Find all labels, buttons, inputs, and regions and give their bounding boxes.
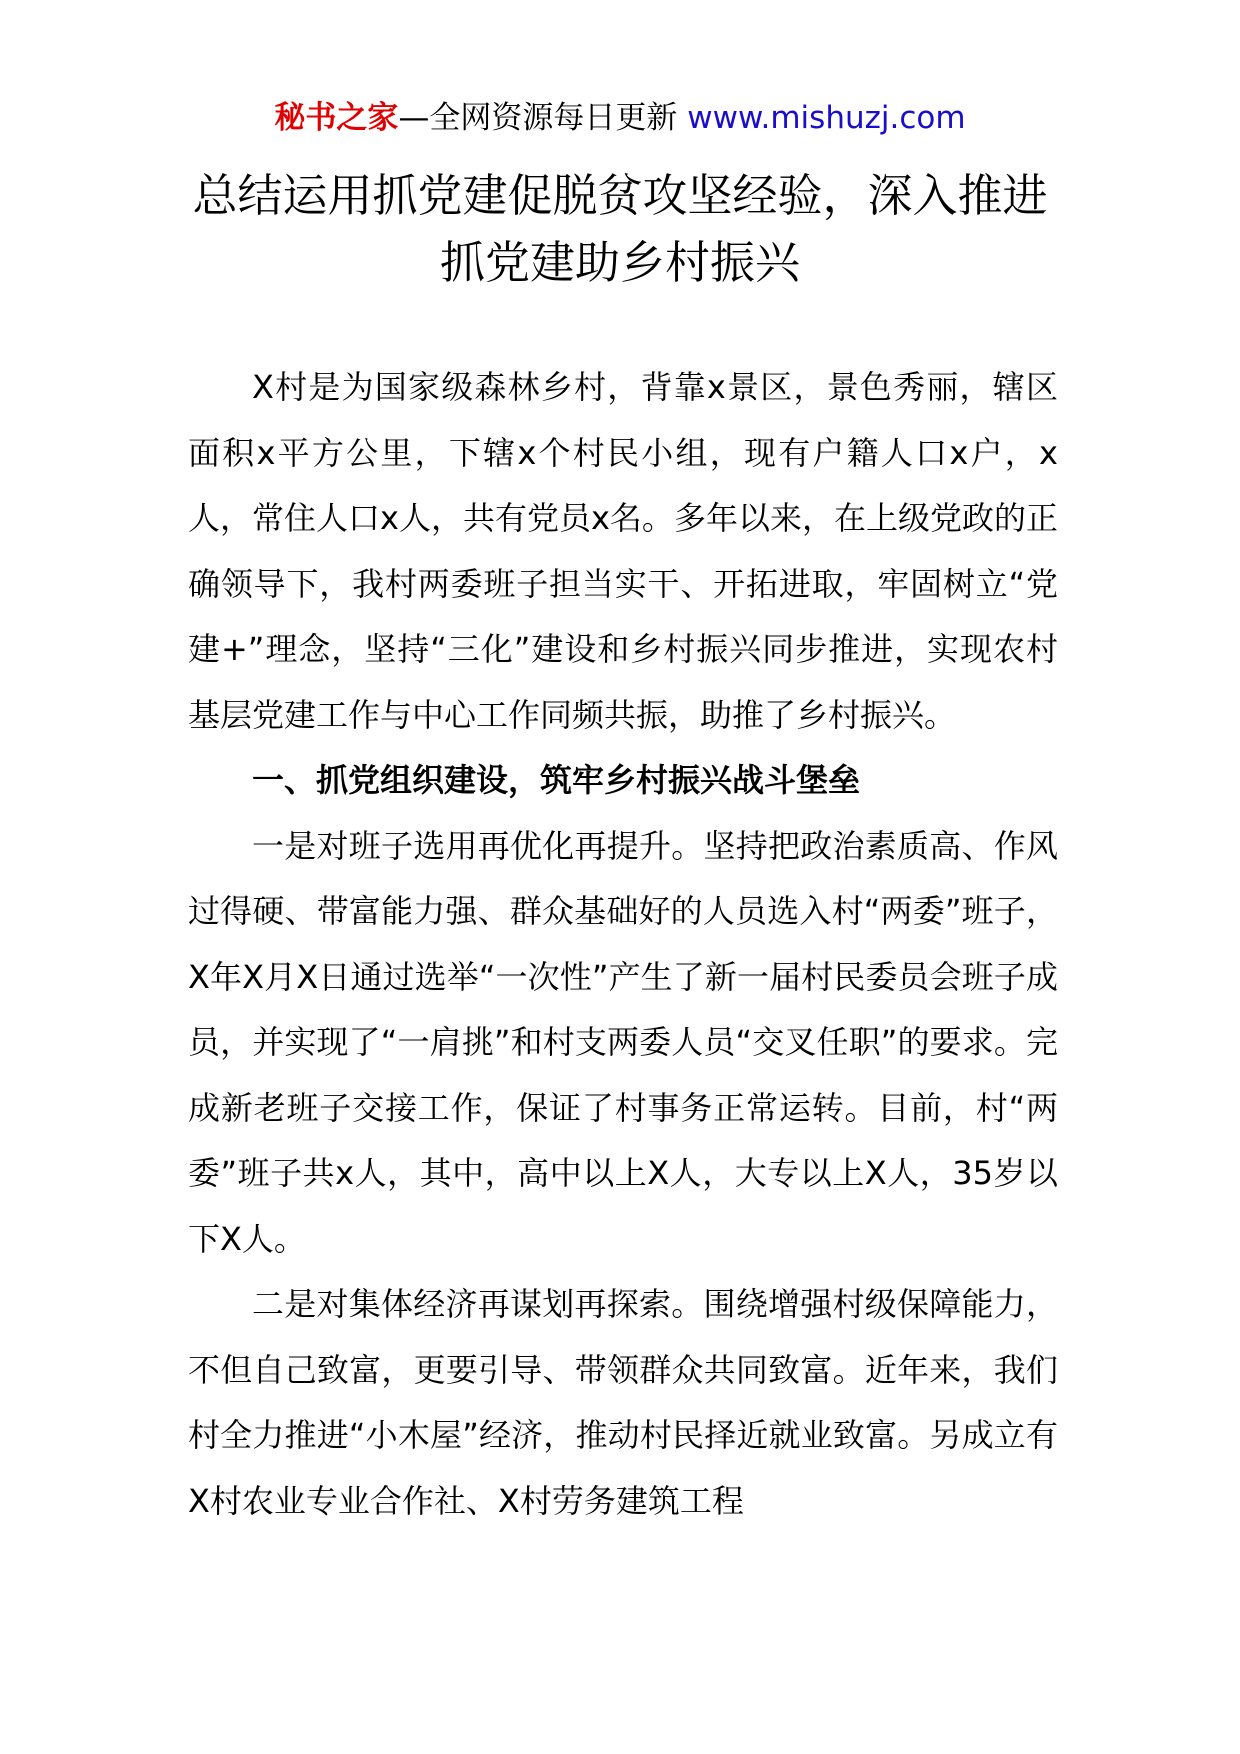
section-1-paragraph-2: 二是对集体经济再谋划再探索。围绕增强村级保障能力，不但自己致富，更要引导、带领群众共同致富。近年来，我们村全力推进“小木屋”经济，推动村民择近就业致富。另成立有X村农业专业合作社、X村劳务建筑工程 — [188, 1285, 1058, 1520]
document-title-line-1: 总结运用抓党建促脱贫攻坚经验，深入推进 — [192, 169, 1048, 222]
site-banner — [0, 98, 1240, 138]
document-title — [0, 162, 1240, 296]
section-heading-1: 一、抓党组织建设，筑牢乡村振兴战斗堡垒 — [252, 761, 861, 799]
intro-paragraph: X村是为国家级森林乡村，背靠x景区，景色秀丽，辖区面积x平方公里，下辖x个村民小组，现有户籍人口x户，x人，常住人口x人，共有党员x名。多年以来，在上级党政的正确领导下，我村两委班子担当实干、开拓进取，牢固树立“党建+”理念，坚持“三化”建设和乡村振兴同步推进，实现农村基层党建工作与中心工作同频共振，助推了乡村振兴。 — [188, 368, 1058, 734]
section-1-paragraph-1: 一是对班子选用再优化再提升。坚持把政治素质高、作风过得硬、带富能力强、群众基础好的人员选入村“两委”班子，X年X月X日通过选举“一次性”产生了新一届村民委员会班子成员，并实现了“一肩挑”和村支两委人员“交叉任职”的要求。完成新老班子交接工作，保证了村事务正常运转。目前，村“两委”班子共x人，其中，高中以上X人，大专以上X人，35岁以下X人。 — [188, 826, 1058, 1258]
banner-tagline: —全网资源每日更新 — [398, 100, 688, 136]
site-url-link[interactable]: www.mishuzj.com — [687, 100, 966, 136]
document-title-line-2: 抓党建助乡村振兴 — [439, 236, 800, 289]
document-body — [188, 355, 1058, 1534]
brand-name: 秘书之家 — [274, 100, 399, 136]
